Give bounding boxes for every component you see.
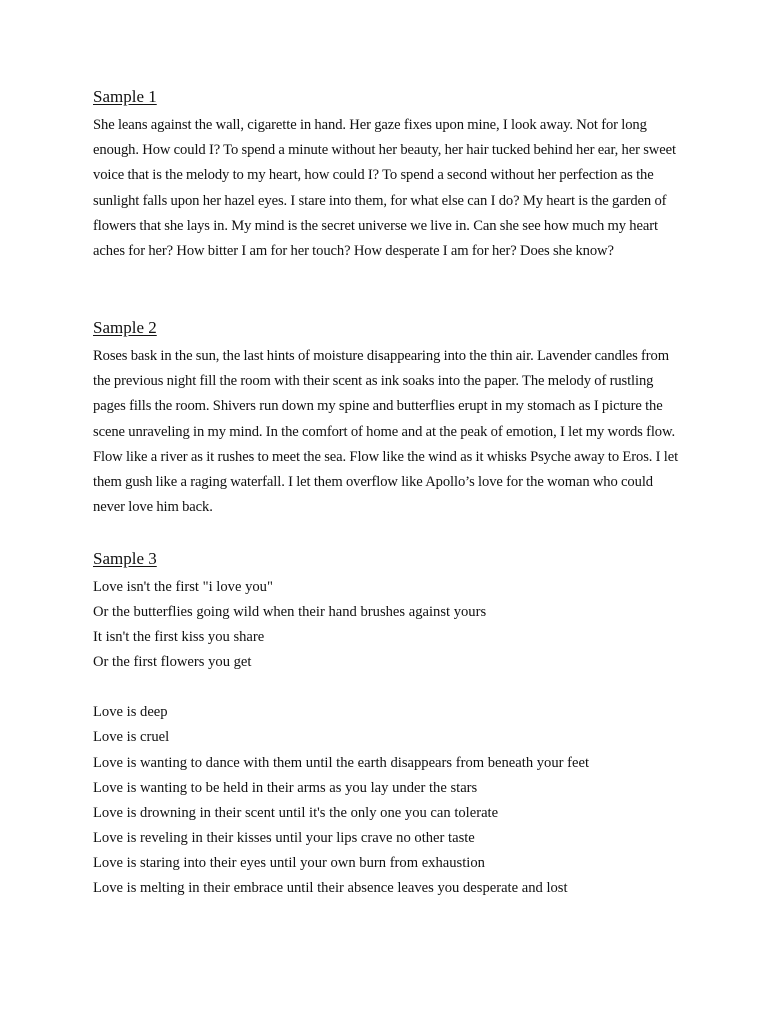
sample-section-1 — [93, 86, 683, 317]
sample-heading: Sample 1 — [93, 87, 157, 106]
poem-line: Love is reveling in their kisses until your lips crave no other taste — [93, 829, 475, 846]
poem-line: Love is wanting to be held in their arms as you lay under the stars — [93, 779, 478, 796]
poem-line: Or the first flowers you get — [93, 654, 252, 671]
poem-line: Love is melting in their embrace until their absence leaves you desperate and lost — [93, 880, 568, 897]
poem-stanza — [93, 575, 683, 675]
poem-line: Love is staring into their eyes until your own burn from exhaustion — [93, 854, 485, 871]
sample-paragraph: Roses bask in the sun, the last hints of moisture disappearing into the thin air. Lavender candles from the previous night fill the room with their scent as ink soaks into the paper. The melody of rustling pages fills the room. Shivers run down my spine and butterflies erupt in my stomach as I picture the scene unraveling in my mind. In the comfort of home and at the peak of emotion, I let my words flow. Flow like a river as it rushes to meet the sea. Flow like the wind as it whisks Psyche away to Eros. I let them gush like a raging waterfall. I let them overflow like Apollo’s love for the woman who could never love him back. — [93, 348, 679, 516]
sample-section-2 — [93, 317, 683, 548]
poem-line: Love is wanting to dance with them until the earth disappears from beneath your feet — [93, 754, 590, 771]
poem-line: Love is drowning in their scent until it's the only one you can tolerate — [93, 804, 499, 821]
stanza-spacer — [93, 675, 683, 700]
poem-line: Or the butterflies going wild when their hand brushes against yours — [93, 604, 487, 621]
poem-stanza — [93, 700, 683, 901]
poem — [93, 575, 683, 901]
poem-line: It isn't the first kiss you share — [93, 629, 265, 646]
document-page — [93, 86, 683, 901]
poem-line: Love is cruel — [93, 729, 170, 746]
sample-section-3 — [93, 548, 683, 901]
sample-heading: Sample 3 — [93, 549, 157, 568]
sample-heading: Sample 2 — [93, 318, 157, 337]
sample-paragraph: She leans against the wall, cigarette in hand. Her gaze fixes upon mine, I look away. Not for long enough. How could I? To spend a minute without her beauty, her hair tucked behind her ear, her sweet voice that is the melody to my heart, how could I? To spend a second without her perfection as the sunlight falls upon her hazel eyes. I stare into them, for what else can I do? My heart is the garden of flowers that she lays in. My mind is the secret universe we live in. Can she see how much my heart aches for her? How bitter I am for her touch? How desperate I am for her? Does she know? — [93, 117, 676, 260]
poem-line: Love is deep — [93, 704, 168, 721]
poem-line: Love isn't the first "i love you" — [93, 579, 273, 595]
